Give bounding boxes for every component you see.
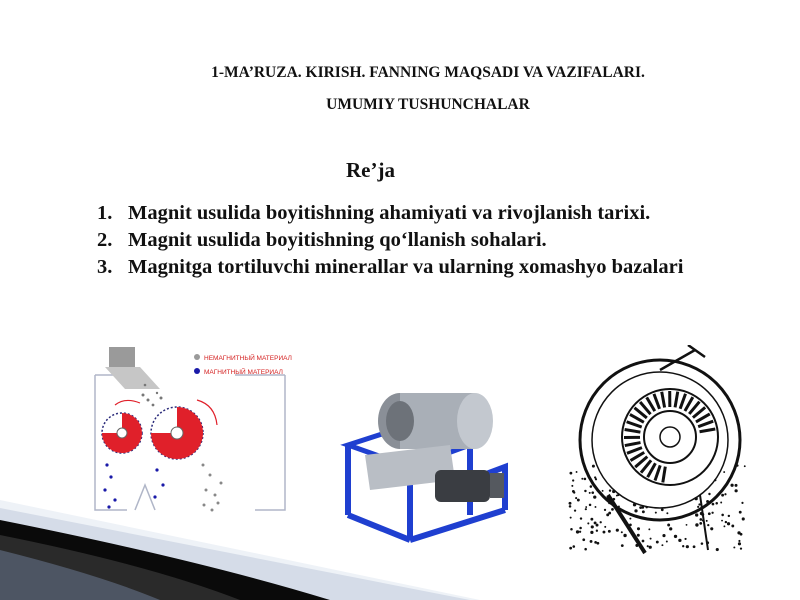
- material-grain: [666, 512, 668, 514]
- material-grain: [642, 510, 645, 513]
- material-grain: [735, 484, 738, 487]
- material-grain: [569, 502, 572, 505]
- material-grain: [596, 524, 599, 527]
- material-grain: [723, 471, 725, 473]
- plan-item-number: 3.: [97, 256, 113, 278]
- material-grain: [733, 546, 735, 548]
- material-grain: [579, 531, 581, 533]
- material-grain: [584, 490, 586, 492]
- material-grain: [582, 538, 585, 541]
- legend-nonmagnetic: НЕМАГНИТНЫЙ МАТЕРИАЛ: [204, 355, 292, 362]
- material-grain: [731, 525, 734, 528]
- material-grain: [590, 485, 593, 488]
- material-grain: [645, 506, 648, 509]
- material-grain: [684, 538, 686, 540]
- material-grain: [577, 499, 580, 502]
- drum-fin: [625, 443, 641, 446]
- material-grain: [603, 531, 606, 534]
- material-grain: [728, 515, 730, 517]
- material-grain: [584, 548, 587, 551]
- material-grain: [572, 545, 575, 548]
- drum-fin: [662, 392, 665, 408]
- material-grain: [579, 527, 582, 530]
- material-grain: [699, 518, 702, 521]
- material-grain: [591, 525, 594, 528]
- plan-item-number: 2.: [97, 229, 113, 251]
- material-grain: [655, 512, 657, 514]
- plan-item-text: Magnitga tortiluvchi minerallar va ularning xomashyo bazalari: [128, 256, 684, 278]
- plan-item-text: Magnit usulida boyitishning ahamiyati va rivojlanish tarixi.: [128, 202, 651, 224]
- material-grain: [693, 545, 696, 548]
- material-grain: [708, 512, 711, 515]
- material-grain: [590, 531, 593, 534]
- material-grain: [639, 506, 642, 509]
- material-grain: [720, 502, 722, 504]
- material-grain: [695, 497, 698, 500]
- material-grain: [712, 503, 715, 506]
- drum-fin: [700, 429, 716, 432]
- material-grain: [594, 541, 597, 544]
- material-grain: [592, 465, 595, 468]
- material-grain: [721, 520, 723, 522]
- material-grain: [602, 490, 604, 492]
- material-grain: [616, 529, 619, 532]
- material-grain: [618, 506, 620, 508]
- material-grain: [744, 465, 746, 467]
- material-grain: [649, 546, 652, 549]
- material-grain: [575, 497, 577, 499]
- material-grain: [727, 522, 730, 525]
- material-grain: [715, 502, 718, 505]
- drum-fin: [675, 392, 678, 408]
- material-grain: [669, 527, 672, 530]
- material-grain: [609, 489, 611, 491]
- title-line-1: 1-MA’RUZA. KIRISH. FANNING MAQSADI VA VAZIFALARI.: [211, 64, 645, 81]
- material-grain: [572, 490, 575, 493]
- material-grain: [695, 523, 698, 526]
- material-grain: [612, 490, 615, 493]
- material-grain: [667, 524, 670, 527]
- material-grain: [623, 534, 626, 537]
- drum-fin: [625, 430, 641, 433]
- material-grain: [594, 521, 597, 524]
- material-grain: [596, 530, 598, 532]
- drum-fin: [655, 465, 660, 480]
- material-grain: [589, 492, 591, 494]
- material-grain: [642, 540, 645, 543]
- plan-item: [97, 254, 737, 281]
- material-grain: [738, 540, 740, 542]
- material-grain: [738, 542, 741, 545]
- material-grain: [600, 521, 602, 523]
- material-grain: [699, 522, 702, 525]
- material-grain: [650, 538, 652, 540]
- material-grain: [595, 478, 597, 480]
- material-grain: [589, 504, 592, 507]
- material-grain: [634, 509, 637, 512]
- decorative-corner-stripes: [0, 480, 480, 600]
- material-grain: [741, 502, 743, 504]
- material-grain: [706, 520, 708, 522]
- material-grain: [608, 512, 611, 515]
- drum-fin: [698, 421, 713, 426]
- material-grain: [707, 524, 709, 526]
- material-grain: [723, 525, 725, 527]
- plan-item: [97, 227, 737, 254]
- material-grain: [621, 544, 624, 547]
- material-grain: [576, 471, 578, 473]
- material-grain: [656, 541, 659, 544]
- plan-item-number: 1.: [97, 202, 113, 224]
- material-grain: [739, 511, 742, 514]
- material-grain: [647, 545, 649, 547]
- material-grain: [604, 509, 606, 511]
- material-grain: [678, 539, 681, 542]
- material-grain: [637, 534, 640, 537]
- material-grain: [570, 517, 572, 519]
- material-grain: [581, 478, 583, 480]
- material-grain: [617, 494, 619, 496]
- material-grain: [730, 484, 733, 487]
- material-grain: [708, 493, 710, 495]
- material-grain: [721, 494, 724, 497]
- material-grain: [621, 531, 623, 533]
- material-grain: [587, 522, 589, 524]
- material-grain: [648, 528, 650, 530]
- plan-list: [97, 200, 737, 281]
- title-line-2: UMUMIY TUSHUNCHALAR: [326, 96, 530, 113]
- material-grain: [585, 508, 587, 510]
- material-grain: [661, 544, 663, 546]
- material-grain: [585, 506, 587, 508]
- material-grain: [695, 513, 698, 516]
- material-grain: [735, 464, 737, 466]
- material-grain: [576, 530, 579, 533]
- material-grain: [711, 512, 713, 514]
- material-grain: [590, 540, 593, 543]
- material-grain: [593, 495, 596, 498]
- material-grain: [569, 547, 572, 550]
- material-grain: [725, 521, 727, 523]
- material-grain: [570, 528, 573, 531]
- material-grain: [584, 478, 587, 481]
- material-grain: [682, 545, 684, 547]
- material-grain: [710, 527, 713, 530]
- plan-item: [97, 200, 737, 227]
- material-grain: [595, 506, 597, 508]
- material-grain: [674, 535, 677, 538]
- material-grain: [604, 526, 606, 528]
- material-grain: [697, 506, 699, 508]
- plan-heading: Re’ja: [346, 158, 395, 182]
- material-grain: [574, 510, 576, 512]
- material-grain: [591, 491, 594, 494]
- material-grain: [608, 530, 611, 533]
- material-grain: [706, 500, 709, 503]
- drum-fin: [627, 448, 642, 454]
- material-grain: [686, 524, 688, 526]
- legend-magnetic: МАГНИТНЫЙ МАТЕРИАЛ: [204, 369, 283, 376]
- material-grain: [569, 505, 572, 508]
- drum-fin: [654, 394, 660, 409]
- material-grain: [737, 531, 740, 534]
- material-grain: [686, 545, 689, 548]
- material-grain: [701, 542, 704, 545]
- material-grain: [716, 548, 719, 551]
- drum-fin: [663, 467, 666, 483]
- material-grain: [735, 489, 738, 492]
- material-grain: [633, 503, 636, 506]
- material-grain: [580, 517, 582, 519]
- drum-separator-sketch: [560, 345, 760, 555]
- material-grain: [666, 541, 668, 543]
- material-grain: [724, 493, 726, 495]
- material-grain: [572, 479, 574, 481]
- material-grain: [742, 517, 745, 520]
- material-grain: [721, 514, 724, 517]
- material-grain: [571, 485, 573, 487]
- material-grain: [629, 518, 631, 520]
- material-grain: [662, 534, 665, 537]
- material-grain: [590, 518, 593, 521]
- material-grain: [611, 508, 614, 511]
- material-grain: [637, 527, 640, 530]
- plan-item-text: Magnit usulida boyitishning qo‘llanish sohalari.: [128, 229, 547, 251]
- material-grain: [661, 508, 664, 511]
- material-grain: [740, 547, 742, 549]
- material-grain: [714, 479, 716, 481]
- material-grain: [608, 502, 610, 504]
- drum-fin: [627, 422, 642, 427]
- drum-fin: [680, 394, 685, 409]
- material-grain: [569, 472, 572, 475]
